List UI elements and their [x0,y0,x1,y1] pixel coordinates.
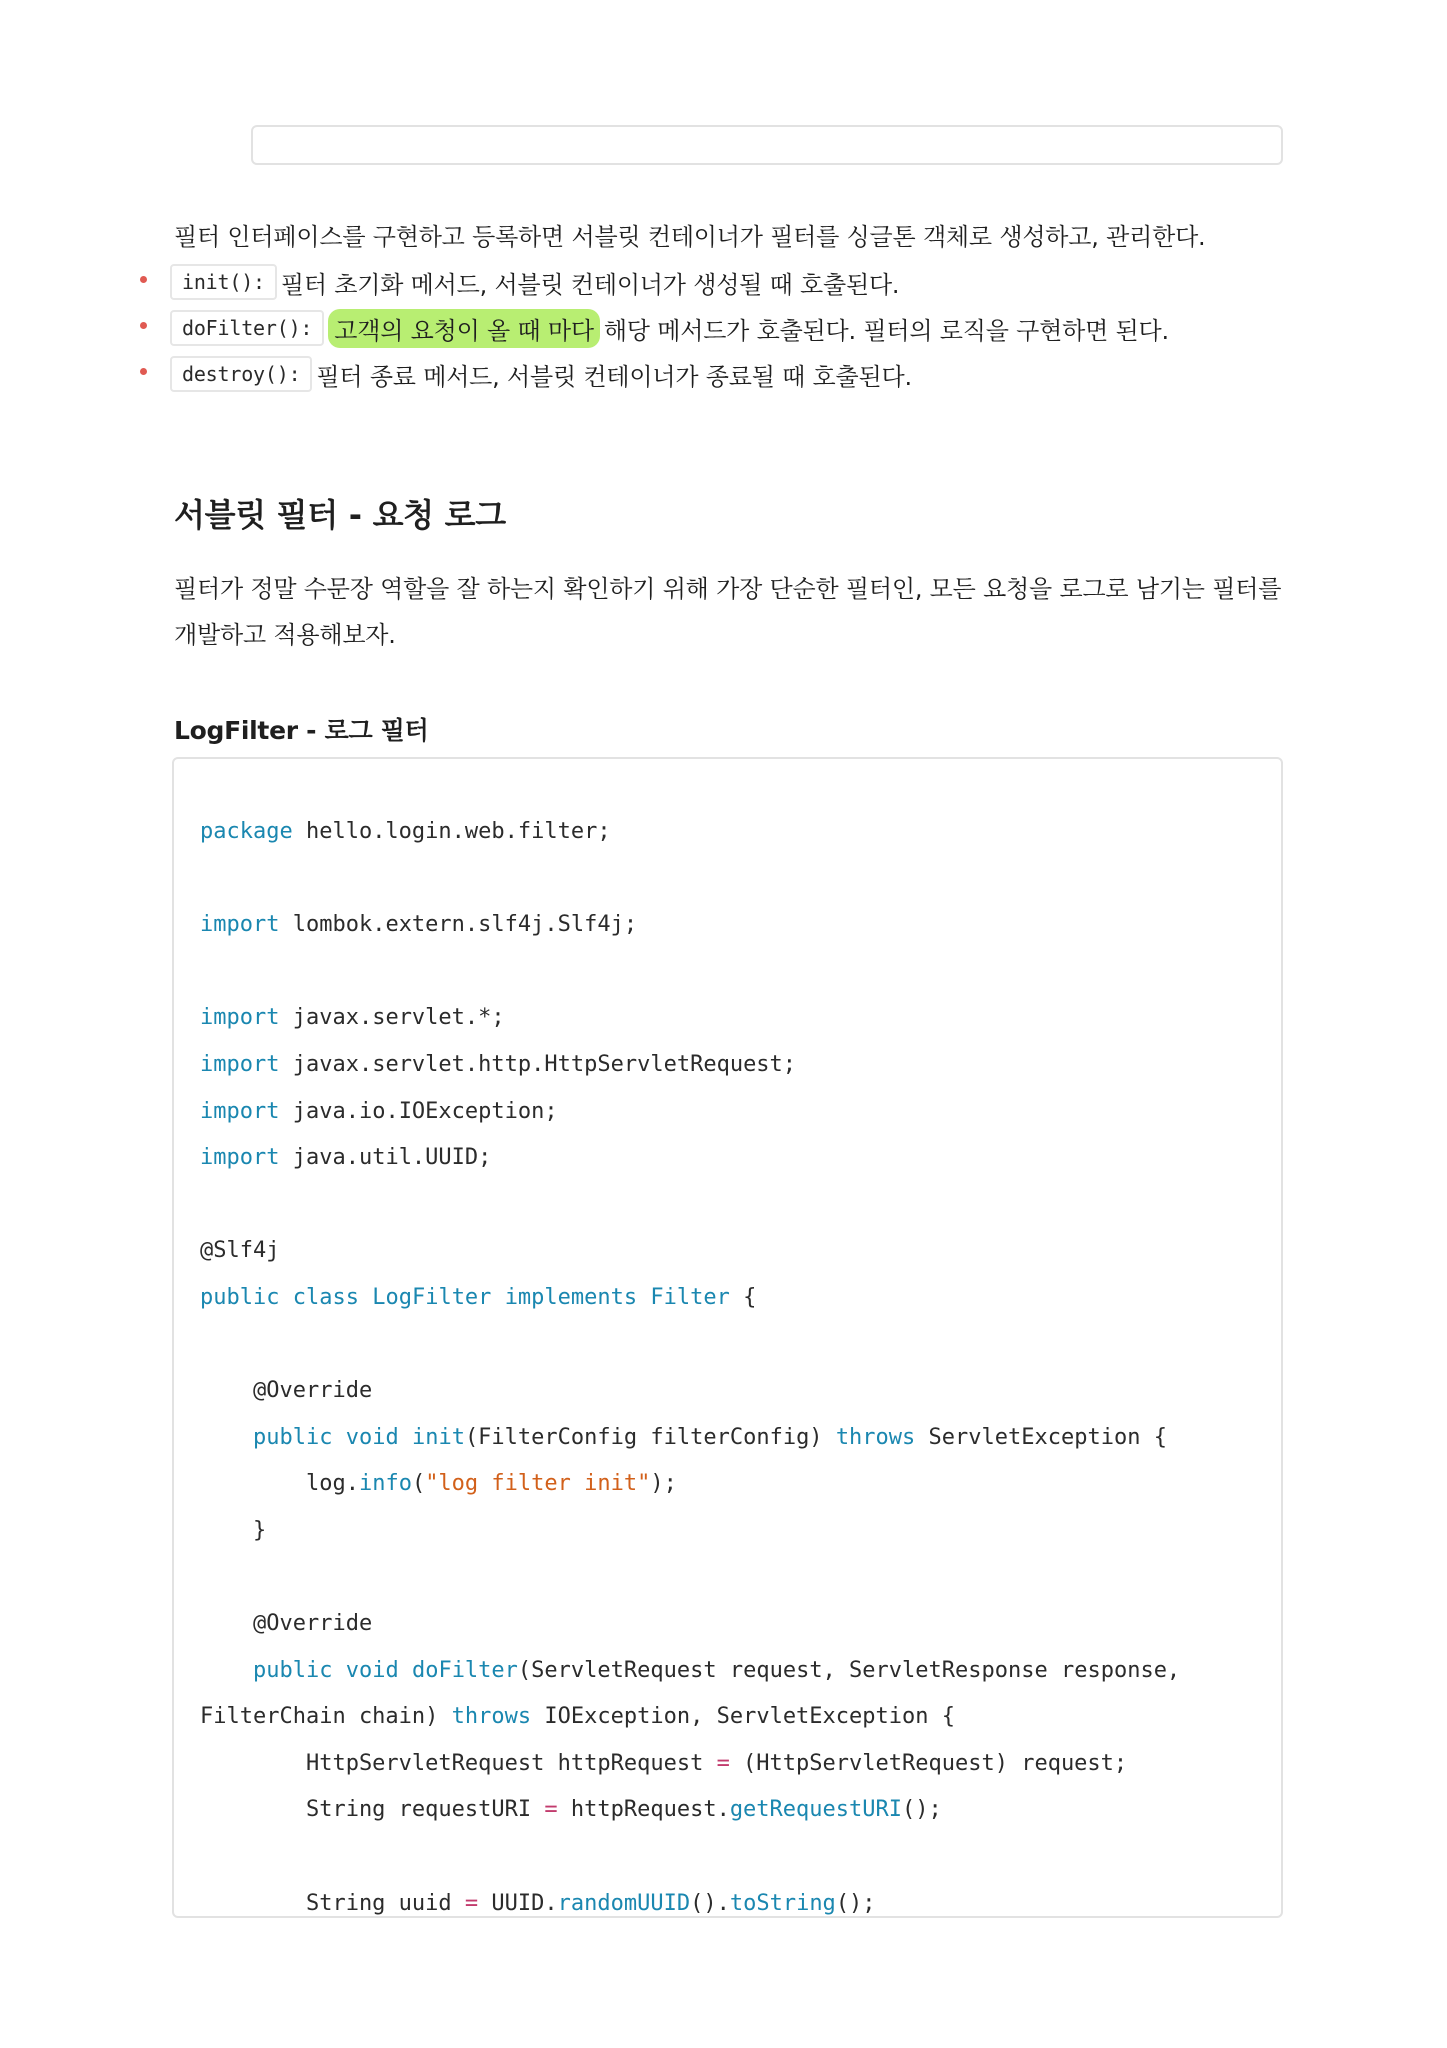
method-desc: 필터 초기화 메서드, 서블릿 컨테이너가 생성될 때 호출된다. [280,270,900,299]
code-line [200,1694,1180,1741]
code-token: { [729,1284,757,1310]
code-token: public [252,1424,333,1450]
code-line [200,809,1180,856]
bullet-icon [140,276,147,283]
code-line [200,1368,1180,1415]
code-token: implements [504,1284,638,1310]
code-token: toString [729,1890,836,1916]
code-token: @Override [200,1378,373,1404]
code-token: } [200,1517,267,1543]
code-token: (); [902,1797,942,1823]
code-token: throws [451,1704,532,1730]
code-token: import [200,1005,280,1031]
section-paragraph-line: 개발하고 적용해보자. [174,621,396,649]
code-token: public [252,1657,333,1683]
code-line [200,1741,1180,1788]
intro-paragraph: 필터 인터페이스를 구현하고 등록하면 서블릿 컨테이너가 필터를 싱글톤 객체로 생성하고, 관리한다. [174,223,1206,251]
code-token: public [200,1284,280,1310]
code-token: import [200,1098,280,1124]
code-token [359,1285,372,1310]
code-token: javax.servlet.http.HttpServletRequest; [279,1051,797,1077]
code-token: ( [411,1471,426,1497]
code-line [200,856,1180,903]
code-token: (). [690,1890,730,1916]
code-token: java.io.IOException; [279,1098,558,1124]
code-line [200,1787,1180,1834]
code-token: getRequestURI [729,1797,902,1823]
method-desc: 해당 메서드가 호출된다. 필터의 로직을 구현하면 된다. [603,316,1169,345]
code-line [200,1508,1180,1555]
code-token: = [716,1750,730,1776]
code-token: = [544,1797,558,1823]
code-token: throws [835,1424,916,1450]
inline-code: destroy(): [170,356,312,392]
code-token: String uuid [200,1890,465,1916]
code-token [200,1425,253,1450]
code-line [200,1182,1180,1229]
code-token [332,1658,345,1683]
code-token: java.util.UUID; [279,1145,492,1171]
code-line [200,1042,1180,1089]
code-token: (FilterConfig filterConfig) [464,1424,836,1450]
list-item [140,259,1169,305]
sub-title: LogFilter - 로그 필터 [174,716,429,745]
code-token: IOException, ServletException { [531,1704,955,1730]
code-token: void [345,1424,399,1450]
code-line [200,1461,1180,1508]
bullet-icon [140,322,147,329]
code-token [399,1425,412,1450]
code-line [200,1881,1180,1918]
code-token: import [200,1145,280,1171]
method-desc: 필터 종료 메서드, 서블릿 컨테이너가 종료될 때 호출된다. [316,362,912,391]
code-token: doFilter [411,1657,518,1683]
code-line [200,1135,1180,1182]
code-token: FilterChain chain) [200,1704,452,1730]
code-token: HttpServletRequest httpRequest [200,1750,717,1776]
code-token: LogFilter [372,1284,492,1310]
code-line [200,1834,1180,1881]
code-token [491,1285,504,1310]
code-token: @Slf4j [200,1238,280,1264]
code-token: class [292,1284,359,1310]
bullet-icon [140,368,147,375]
highlighted-text: 고객의 요청이 올 때 마다 [328,309,600,348]
code-token: lombok.extern.slf4j.Slf4j; [279,912,638,938]
code-token [637,1285,650,1310]
code-content [200,809,1180,1918]
code-token: httpRequest. [557,1797,730,1823]
code-token: import [200,912,280,938]
code-line [200,949,1180,996]
code-token: (); [835,1890,876,1916]
code-token: (HttpServletRequest) request; [729,1750,1128,1776]
code-line [200,1322,1180,1369]
inline-code: doFilter(): [170,310,324,346]
section-title: 서블릿 필터 - 요청 로그 [174,496,506,534]
code-token: "log filter init" [425,1471,651,1497]
section-paragraph-line: 필터가 정말 수문장 역할을 잘 하는지 확인하기 위해 가장 단순한 필터인, 모든 요청을 로그로 남기는 필터를 [174,575,1282,603]
code-line [200,1555,1180,1602]
code-line [200,1648,1180,1695]
code-line [200,902,1180,949]
code-token: ); [650,1471,677,1497]
code-line [200,1275,1180,1322]
code-token: package [200,819,293,844]
code-token: info [358,1471,412,1497]
code-token: javax.servlet.*; [279,1005,505,1031]
code-token: ServletException { [915,1424,1167,1450]
code-line [200,1228,1180,1275]
code-token: (ServletRequest request, ServletResponse response, [517,1657,1181,1683]
code-line [200,1089,1180,1136]
code-token: hello.login.web.filter; [292,819,611,844]
code-line [200,1601,1180,1648]
code-token: String requestURI [200,1797,545,1823]
list-item [140,351,1169,397]
code-token: @Override [200,1611,373,1637]
method-list [140,259,1169,397]
section-paragraph [174,566,1281,658]
code-token [399,1658,412,1683]
list-item [140,305,1169,351]
code-block [172,757,1283,1918]
code-token: Filter [650,1284,730,1310]
code-token: void [345,1657,399,1683]
code-token: randomUUID [557,1890,691,1916]
code-token [200,1658,253,1683]
code-line [200,995,1180,1042]
code-token: import [200,1051,280,1077]
empty-code-box [251,125,1283,165]
code-line [200,1415,1180,1462]
code-token [279,1285,292,1310]
code-token: UUID. [478,1890,558,1916]
code-token: log. [200,1471,359,1497]
inline-code: init(): [170,264,277,300]
code-token: init [411,1424,465,1450]
code-token: = [464,1890,479,1916]
code-token [332,1425,345,1450]
